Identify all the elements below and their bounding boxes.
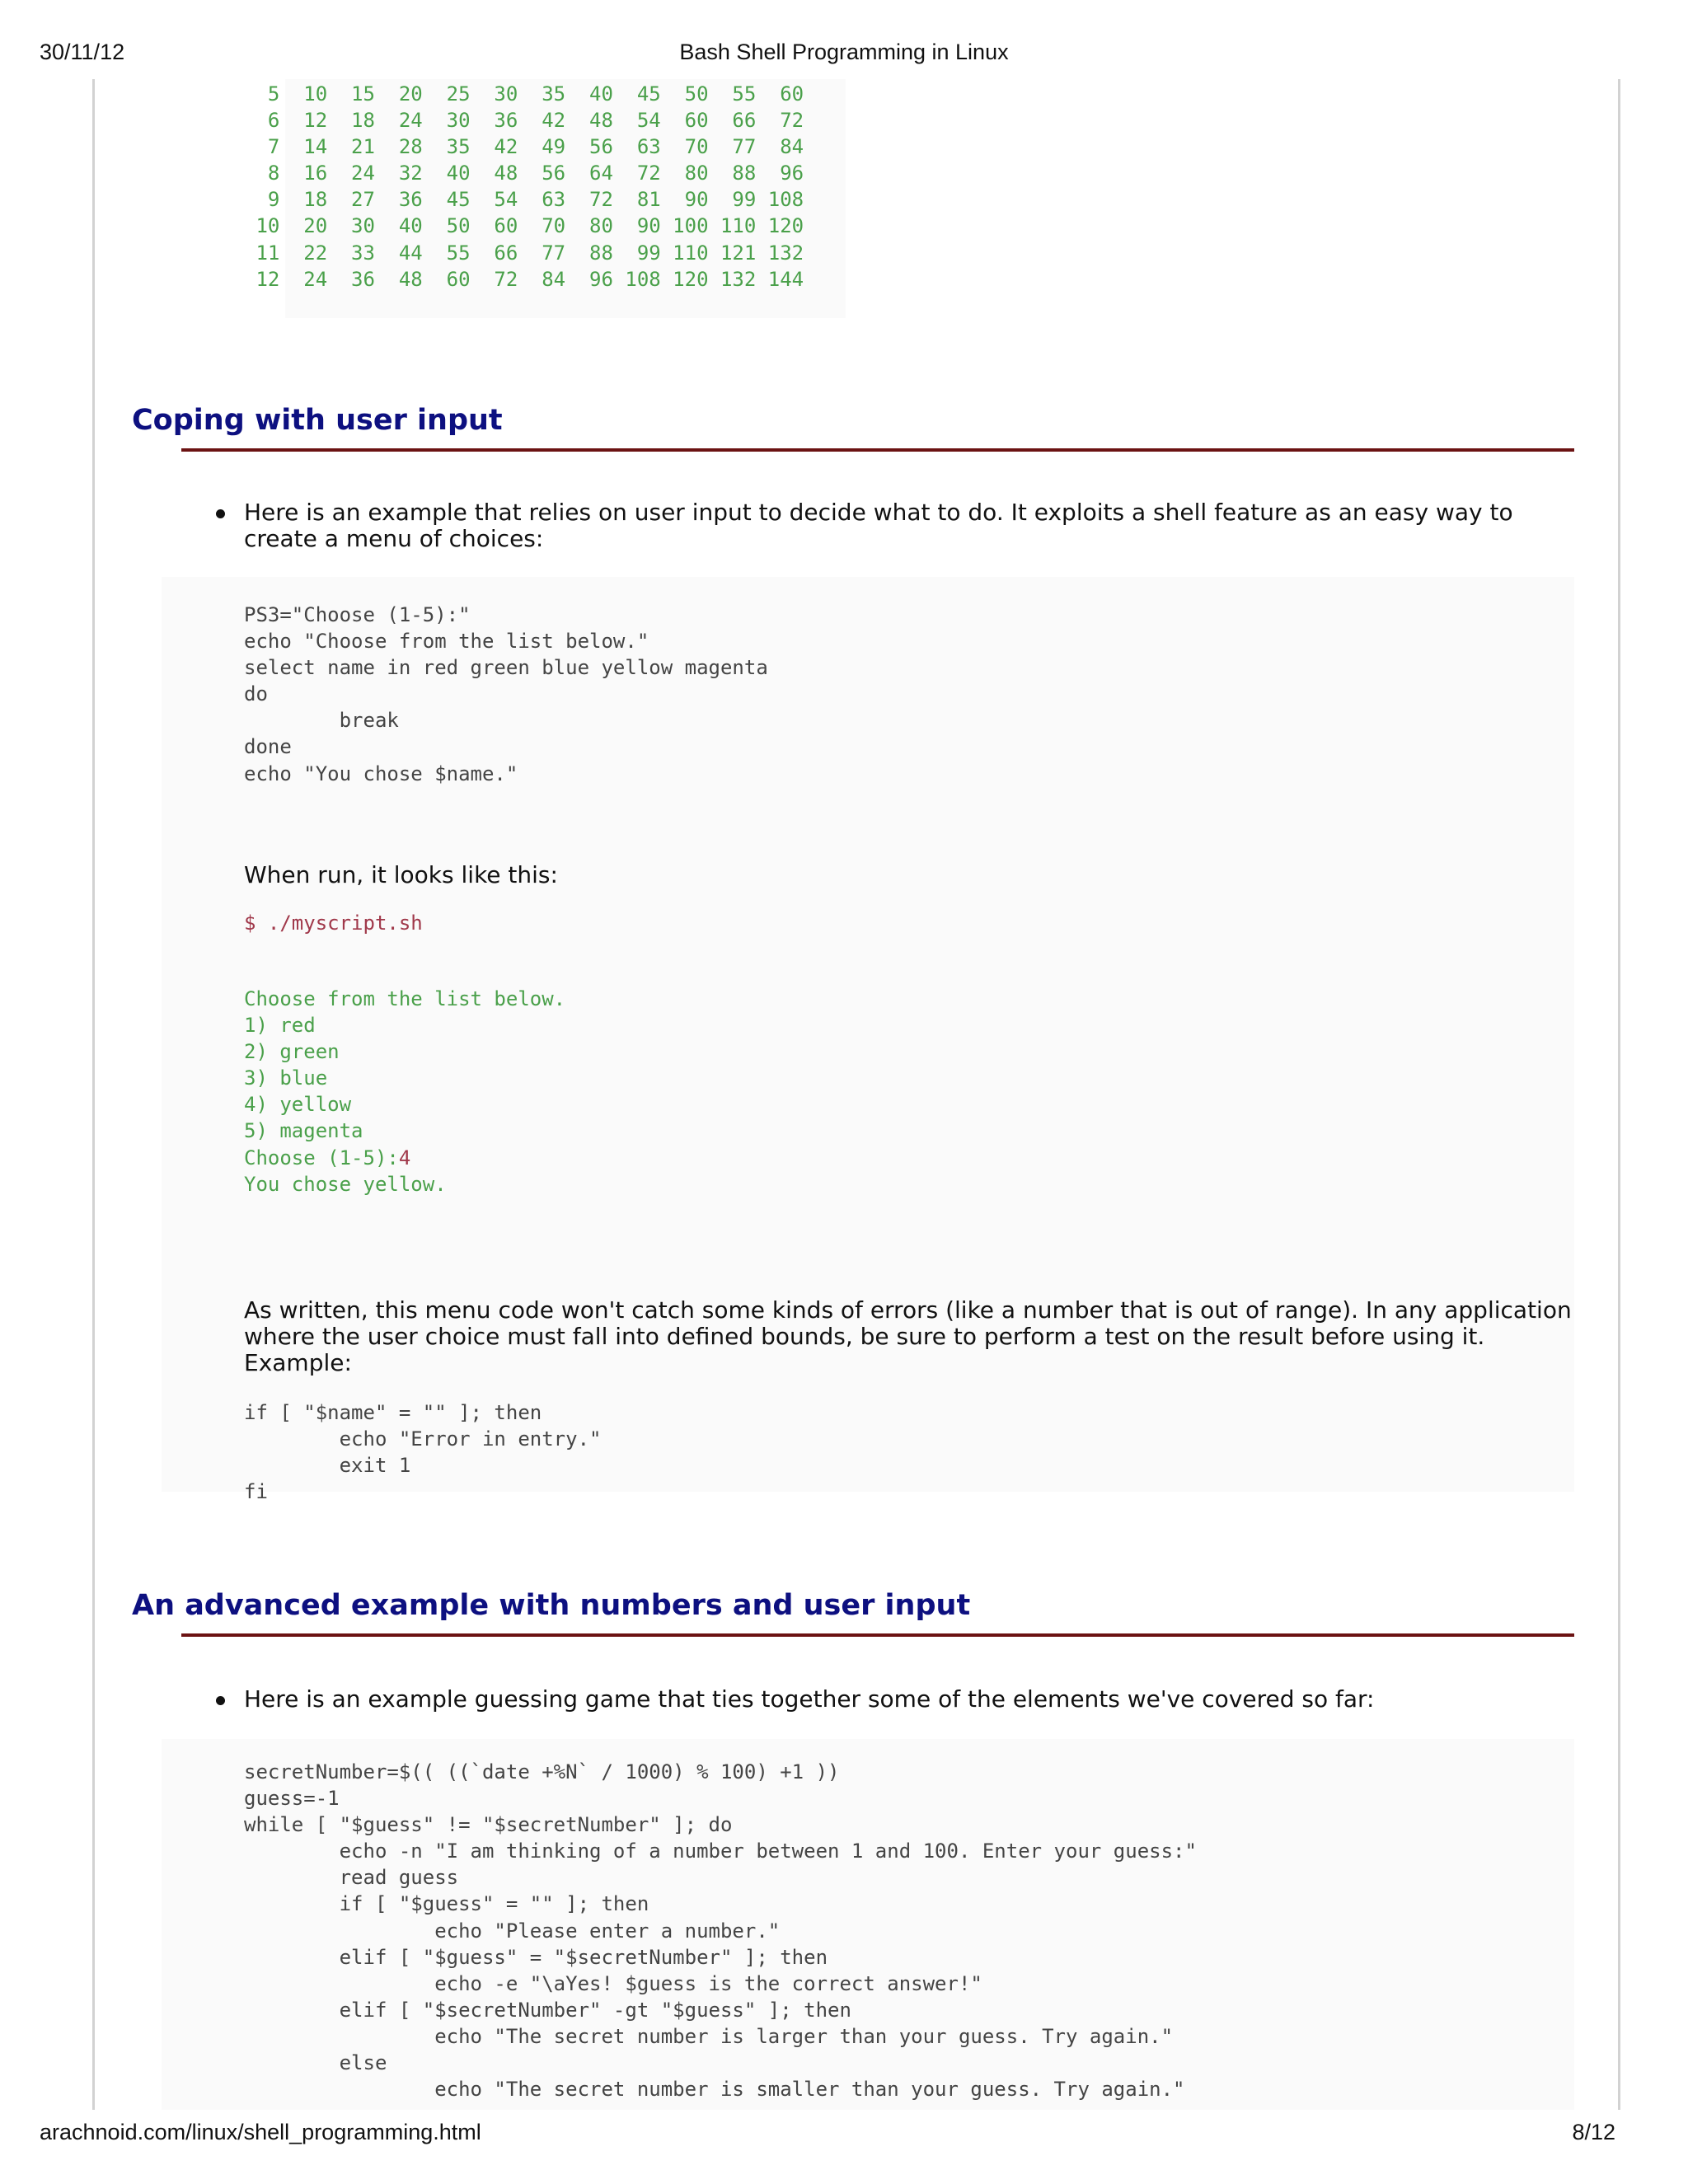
run-intro: When run, it looks like this: <box>244 861 558 888</box>
print-footer <box>0 2120 1688 2149</box>
run-prompt: Choose (1-5): <box>244 1146 399 1169</box>
list-item <box>244 1686 1563 1713</box>
print-date: 30/11/12 <box>40 40 125 64</box>
list-item <box>244 499 1563 552</box>
bullet-text: Here is an example guessing game that ties together some of the elements we've covered so far: <box>244 1685 1375 1713</box>
section-heading-user-input: Coping with user input <box>132 404 503 437</box>
range-note: As written, this menu code won't catch some kinds of errors (like a number that is out of range). In any application where the user choice must fall into defined bounds, be sure to perform a test on the result before using it. Example: <box>244 1296 1572 1376</box>
shell-command: $ ./myscript.sh <box>244 912 423 935</box>
page-number: 8/12 <box>1572 2120 1615 2144</box>
menu-code-block: PS3="Choose (1-5):" echo "Choose from the list below." select name in red green blue yellow magenta do break done echo "You chose $name." <box>244 603 768 785</box>
run-output: Choose from the list below. 1) red 2) green 3) blue 4) yellow 5) magenta <box>244 987 566 1143</box>
times-table: 5 10 15 20 25 30 35 40 45 50 55 60 6 12 18 24 30 36 42 48 54 60 66 72 7 14 21 28 35 42 49 56 63 70 77 84 8 16 24 32 40 48 56 64 72 80 88 96 9 18 27 36 45 54 63 72 81 90 99 108 10 20 30 40 50 60 70 80 90 100 110 120 11 22 33 44 55 66 77 88 99 110 121 132 12 24 36 48 60 72 84 96 108 120 132 144 <box>256 82 804 291</box>
bullet-icon <box>216 509 225 518</box>
run-prompt-input: 4 <box>398 1146 411 1169</box>
check-code-block: if [ "$name" = "" ]; then echo "Error in entry." exit 1 fi <box>244 1401 602 1504</box>
section-heading-advanced: An advanced example with numbers and user input <box>132 1589 971 1622</box>
bullet-icon <box>216 1696 225 1705</box>
page-url: arachnoid.com/linux/shell_programming.html <box>40 2120 481 2144</box>
bullet-text: Here is an example that relies on user input to decide what to do. It exploits a shell feature as an easy way to create a menu of choices: <box>244 499 1513 552</box>
print-title: Bash Shell Programming in Linux <box>679 40 1009 64</box>
print-header <box>0 40 1688 69</box>
run-result: You chose yellow. <box>244 1173 447 1196</box>
section-rule <box>181 1633 1574 1637</box>
section-rule <box>181 448 1574 452</box>
run-prompt-line <box>244 1145 410 1171</box>
guess-code-block: secretNumber=$(( ((`date +%N` / 1000) % 100) +1 )) guess=-1 while [ "$guess" != "$secretNumber" ]; do echo -n "I am thinking of a number between 1 and 100. Enter your guess:" read guess if [ "$guess" = "" ]; then echo "Please enter a number." elif [ "$guess" = "$secretNumber" ]; then echo -e "\aYes! $guess is the correct answer!" elif [ "$secretNumber" -gt "$guess" ]; then echo "The secret number is larger than your guess. Try again." else echo "The secret number is smaller than your guess. Try again." <box>244 1760 1197 2102</box>
